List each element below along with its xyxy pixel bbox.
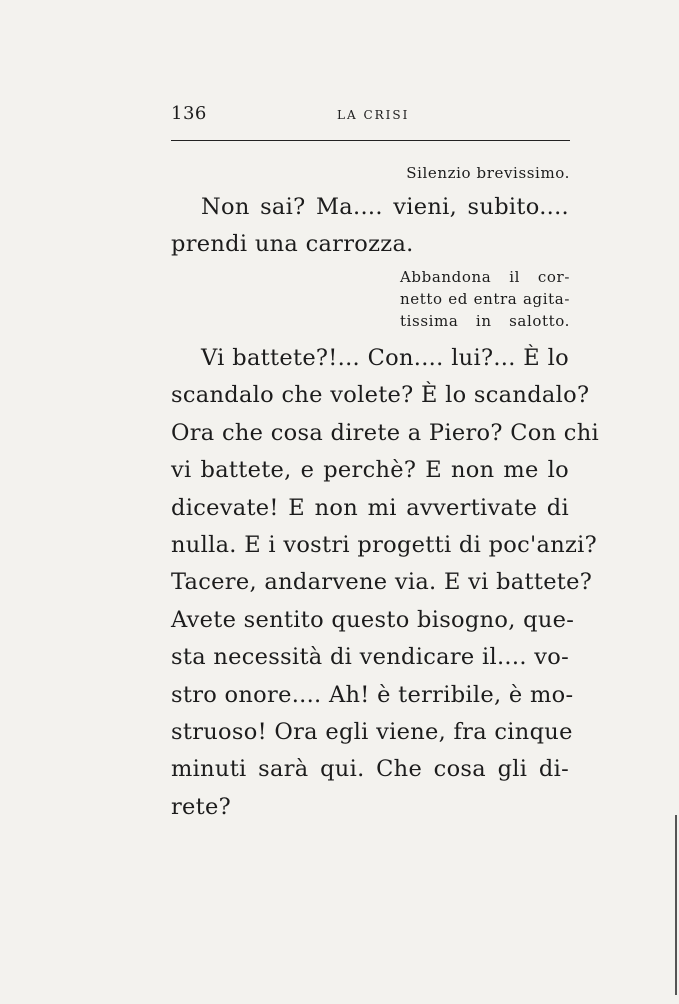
page-number: 136 bbox=[171, 103, 207, 124]
paragraph-1 bbox=[171, 189, 569, 264]
text-line: Ora che cosa direte a Piero? Con chi bbox=[171, 419, 599, 446]
text-line: vi battete, e perchè? E non me lo bbox=[171, 457, 569, 484]
stage-direction-line: Abbandona il cor- bbox=[400, 268, 570, 286]
header-rule bbox=[171, 140, 570, 141]
text-line: minuti sarà qui. Che cosa gli di- bbox=[171, 756, 569, 783]
text-line: rete? bbox=[171, 793, 231, 820]
text-line: Avete sentito questo bisogno, que- bbox=[171, 606, 575, 633]
text-line: struoso! Ora egli viene, fra cinque bbox=[171, 719, 573, 746]
text-line: Non sai? Ma.... vieni, subito.... bbox=[201, 194, 569, 220]
text-line: sta necessità di vendicare il.... vo- bbox=[171, 644, 569, 671]
text-line: dicevate! E non mi avvertivate di bbox=[171, 494, 569, 521]
text-line: nulla. E i vostri progetti di poc'anzi? bbox=[171, 532, 598, 559]
text-line: Vi battete?!... Con.... lui?... È lo bbox=[201, 345, 569, 371]
paragraph-2 bbox=[171, 340, 599, 826]
stage-direction-line: tissima in salotto. bbox=[400, 312, 570, 330]
stage-direction-2 bbox=[400, 266, 570, 332]
page-header bbox=[171, 103, 570, 133]
running-title: LA CRISI bbox=[337, 108, 410, 122]
stage-direction-1: Silenzio brevissimo. bbox=[406, 164, 570, 182]
text-line: Tacere, andarvene via. E vi battete? bbox=[171, 569, 593, 596]
text-line: stro onore.... Ah! è terribile, è mo- bbox=[171, 681, 574, 708]
text-line: prendi una carrozza. bbox=[171, 231, 414, 258]
scan-edge-mark bbox=[675, 815, 677, 995]
text-line: scandalo che volete? È lo scandalo? bbox=[171, 382, 590, 409]
stage-direction-line: netto ed entra agita- bbox=[400, 290, 570, 308]
